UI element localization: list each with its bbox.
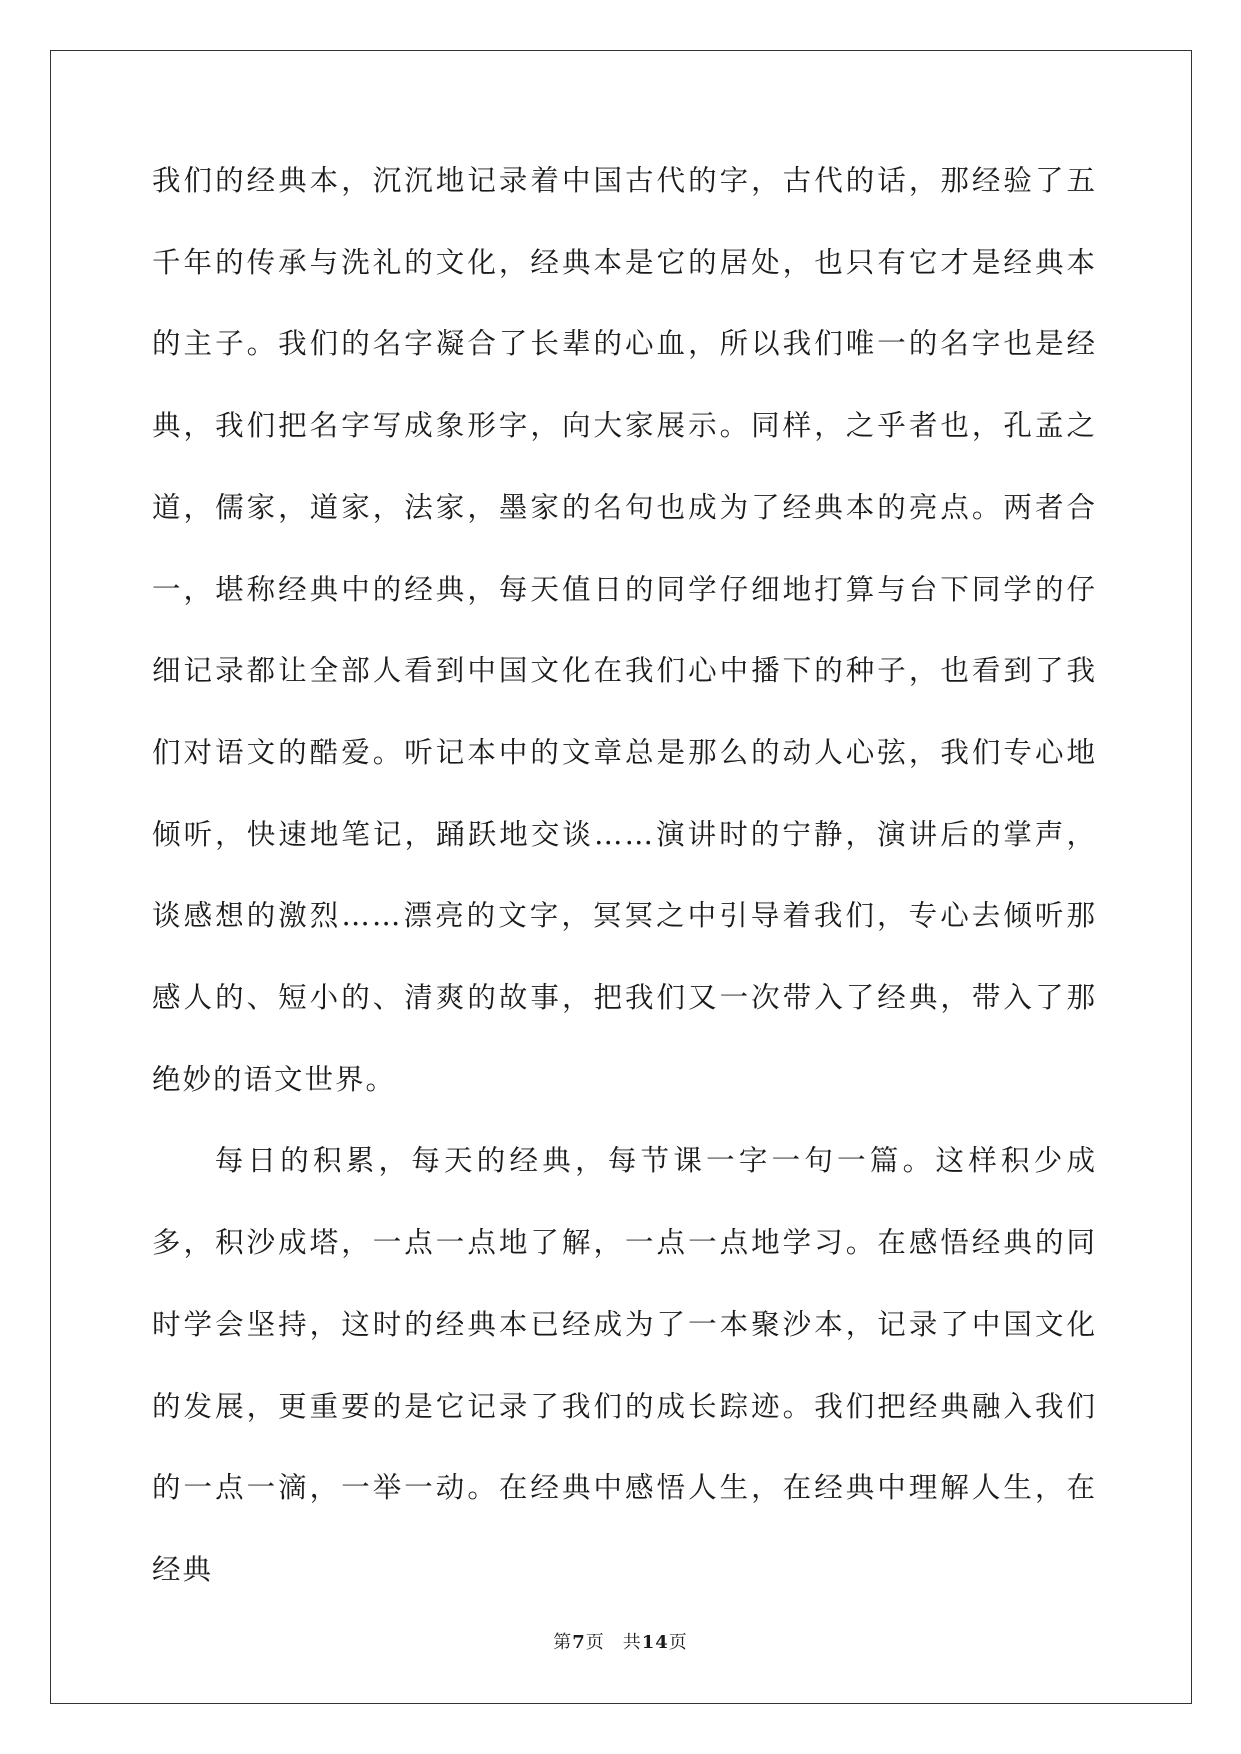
total-suffix: 页 — [668, 1632, 688, 1653]
total-prefix: 共 — [622, 1632, 642, 1653]
current-page-number: 7 — [572, 1632, 586, 1653]
page-footer — [0, 1628, 1241, 1654]
page-prefix: 第 — [553, 1632, 573, 1653]
total-page-number: 14 — [641, 1632, 669, 1653]
document-body — [152, 140, 1097, 1611]
page-suffix: 页 — [585, 1632, 605, 1653]
paragraph-1: 我们的经典本，沉沉地记录着中国古代的字，古代的话，那经验了五千年的传承与洗礼的文化，经典本是它的居处，也只有它才是经典本的主子。我们的名字凝合了长辈的心血，所以我们唯一的名字也是经典，我们把名字写成象形字，向大家展示。同样，之乎者也，孔孟之道，儒家，道家，法家，墨家的名句也成为了经典本的亮点。两者合一，堪称经典中的经典，每天值日的同学仔细地打算与台下同学的仔细记录都让全部人看到中国文化在我们心中播下的种子，也看到了我们对语文的酷爱。听记本中的文章总是那么的动人心弦，我们专心地倾听，快速地笔记，踊跃地交谈……演讲时的宁静，演讲后的掌声，谈感想的激烈……漂亮的文字，冥冥之中引导着我们，专心去倾听那感人的、短小的、清爽的故事，把我们又一次带入了经典，带入了那绝妙的语文世界。 — [152, 164, 1097, 1096]
paragraph-2: 每日的积累，每天的经典，每节课一字一句一篇。这样积少成多，积沙成塔，一点一点地了解，一点一点地学习。在感悟经典的同时学会坚持，这时的经典本已经成为了一本聚沙本，记录了中国文化的发展，更重要的是它记录了我们的成长踪迹。我们把经典融入我们的一点一滴，一举一动。在经典中感悟人生，在经典中理解人生，在经典 — [152, 1144, 1097, 1586]
